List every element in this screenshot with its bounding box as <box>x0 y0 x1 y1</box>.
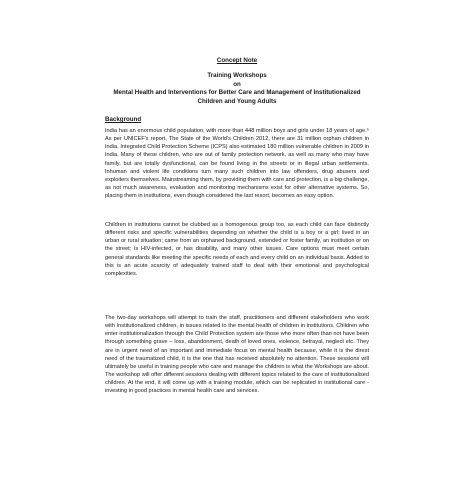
section-heading-background: Background <box>105 116 142 123</box>
document-header <box>90 57 384 106</box>
paragraph-background-3: The two-day workshops will attempt to train the staff, practitioners and different stakeholders who work with Institutionalized children, in issues related to the mental health of children in institutions. Children who enter institutionalization through the Child Protection system are those who more often than not have been through something grave – loss, abandonment, death of loved ones, violence, betrayal, neglect etc. They are in urgent need of an important and immediate focus on mental health because, while it is the direst need of the traumatized child, it is the one that has received absolutely no attention. These sessions will ultimately be useful in training people who care and manage the children is what the Workshops are about. The workshop will offer different sessions dealing with different topics related to the care of institutionalised children. At the end, it will come up with a training module, which can be replicated in institutional care - investing in good practices in mental health care and services. <box>105 315 369 395</box>
paragraph-background-2: Children in institutions cannot be clubbed as a homogenous group too, as each child can face distinctly different risks and specific vulnerabilities depending on whether the child is a boy or a girl; lived in an urban or rural situation; came from an orphaned background, extended or foster family, an institution or on the street; is HIV-infected, or has disability, and many other issues. Care options must meet certain general standards like meeting the specific needs of each and every child on an individual basis. Added to this is an acute scarcity of adequately trained staff to deal with their emotional and psychological complexities. <box>105 222 369 277</box>
header-line-on: on <box>233 80 241 88</box>
concept-note-title: Concept Note <box>216 57 258 64</box>
header-line-audience: Children and Young Adults <box>197 97 277 105</box>
header-line-training-workshops: Training Workshops <box>207 72 267 79</box>
header-line-subject: Mental Health and Interventions for Better Care and Management of Institutionalized <box>113 89 361 97</box>
paragraph-background-1: India has an enormous child population, with more than 448 million boys and girls under 18 years of age.⁵ As per UNICEF's report, The State of the World's Children 2012, there are 31 million orphan children in India. Integrated Child Protection Scheme (ICPS) also estimated 180 million vulnerable children in 2009 in India. Many of these children, who are out of family protection network, as well as many who may have family, but are totally dysfunctional, can be found living in the streets or in illegal urban settlements. Inhuman and violent life conditions turn many such children into law offenders, drug abusers and exploiters themselves. Mainstreaming them, by providing them with care and protection, is a big challenge, as not much awareness, evaluation and monitoring mechanisms exist for other alternative systems. So, placing them in institutions, even though considered the last resort, becomes an easy option. <box>105 128 369 200</box>
